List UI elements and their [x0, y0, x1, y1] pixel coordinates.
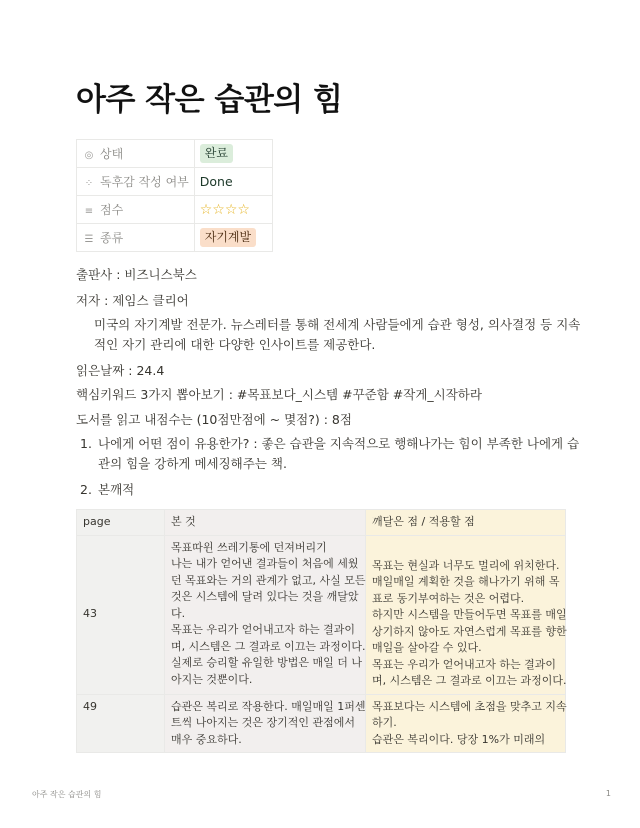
seen-line: 던 목표와는 거의 관계가 없고, 사실 모든 — [171, 573, 366, 587]
property-value-cell — [194, 224, 272, 252]
property-row — [77, 196, 273, 224]
table-row — [77, 694, 566, 753]
property-label-cell — [77, 196, 195, 224]
list-text-line-1: 나에게 어떤 점이 유용한가? : 좋은 습관을 지속적으로 행해나가는 힘이 부족한 나에게 습 — [98, 436, 580, 451]
keywords-line: 핵심키워드 3가지 뽑아보기 : #목표보다_시스템 #꾸준함 #작게_시작하라 — [76, 387, 482, 402]
seen-line: 것은 시스템에 달려 있다는 것을 깨달았 — [171, 590, 359, 603]
property-label-cell — [77, 140, 195, 168]
seen-line: 실제로 승리할 유일한 방법은 매일 더 나 — [171, 656, 362, 669]
list-number: 2. — [80, 482, 92, 497]
seen-line: 매우 중요하다. — [171, 732, 242, 746]
learned-line: 습관은 복리이다. 당장 1%가 미래의 — [372, 732, 546, 746]
seen-line: 아지는 것뿐이다. — [171, 672, 253, 686]
author-line: 저자 : 제임스 클리어 — [76, 293, 189, 308]
property-label-cell — [77, 168, 195, 196]
property-label: 종류 — [100, 231, 124, 245]
property-label: 독후감 작성 여부 — [100, 175, 189, 189]
learned-line: 목표는 우리가 얻어내고자 하는 결과이 — [372, 657, 557, 671]
property-value-cell — [194, 168, 272, 196]
learned-line: 목표는 현실과 너무도 멀리에 위치한다. — [372, 558, 560, 572]
learned-cell — [366, 535, 566, 694]
list-text: 본깨적 — [98, 482, 135, 497]
property-label: 상태 — [100, 147, 124, 161]
column-header-learned: 깨달은 점 / 적용할 점 — [366, 510, 566, 536]
property-value: 자기계발 — [200, 228, 256, 247]
learned-line: 며, 시스템은 그 결과로 이끄는 과정이다. — [372, 674, 567, 687]
status-icon: ◎ — [84, 150, 94, 161]
learned-cell — [366, 694, 566, 753]
learned-line: 하기. — [372, 716, 397, 729]
table-row — [77, 535, 566, 694]
list-text — [98, 434, 580, 474]
seen-line: 트씩 나아지는 것은 장기적인 관점에서 — [171, 716, 356, 729]
page-title: 아주 작은 습관의 힘 — [76, 82, 343, 118]
column-header-seen: 본 것 — [165, 510, 366, 536]
seen-cell — [165, 535, 366, 694]
column-header-page: page — [77, 510, 165, 536]
loading-icon: ⁘ — [84, 178, 94, 189]
learned-line: 상기하지 않아도 자연스럽게 목표를 향한 — [372, 624, 567, 638]
property-value: ☆☆☆☆ — [199, 201, 250, 218]
property-value: Done — [199, 174, 233, 189]
property-value-cell — [194, 140, 272, 168]
learned-line: 매일매일 계획한 것을 해나가기 위해 목 — [372, 575, 560, 588]
seen-line: 며, 시스템은 그 결과로 이끄는 과정이다. — [171, 639, 366, 653]
property-value-cell — [194, 196, 272, 224]
property-value: 완료 — [200, 144, 233, 163]
property-row — [77, 168, 273, 196]
author-description — [94, 315, 581, 355]
author-description-line-2: 적인 자기 관리에 대한 다양한 인사이트를 제공한다. — [94, 337, 376, 352]
property-label: 점수 — [100, 203, 124, 217]
list-number: 1. — [80, 436, 92, 451]
property-row — [77, 140, 273, 168]
properties-table — [76, 139, 273, 252]
seen-line: 목표는 우리가 얻어내고자 하는 결과이 — [171, 623, 356, 636]
publisher-line: 출판사 : 비즈니스북스 — [76, 267, 197, 282]
list-text-line-2: 관의 힘을 강하게 메세징해주는 책. — [98, 456, 287, 471]
author-description-line-1: 미국의 자기계발 전문가. 뉴스레터를 통해 전세계 사람들에게 습관 형성, 의사결정 등 지속 — [94, 317, 581, 332]
read-date-line: 읽은날짜 : 24.4 — [76, 363, 165, 378]
page-cell: 49 — [77, 694, 165, 753]
seen-line: 습관은 복리로 작용한다. 매일매일 1퍼센 — [171, 699, 366, 713]
text-lines-icon: ≡ — [84, 206, 94, 217]
learned-line: 하지만 시스템을 만들어두면 목표를 매일 — [372, 608, 567, 621]
seen-line: 나는 내가 얻어낸 결과들이 처음에 세웠 — [171, 557, 359, 570]
table-header-row — [77, 510, 566, 536]
reading-notes-table — [76, 509, 566, 753]
score-line: 도서를 읽고 내점수는 (10점만점에 ~ 몇점?) : 8점 — [76, 412, 352, 427]
list-icon: ☰ — [84, 234, 94, 245]
learned-line: 매일을 살아갈 수 있다. — [372, 641, 482, 654]
learned-line: 표로 동기부여하는 것은 어렵다. — [372, 591, 525, 605]
seen-line: 목표따윈 쓰레기통에 던져버리기 — [171, 540, 327, 554]
footer-page-number: 1 — [605, 789, 611, 798]
learned-line: 목표보다는 시스템에 초점을 맞추고 지속 — [372, 699, 567, 713]
page-cell: 43 — [77, 535, 165, 694]
seen-cell — [165, 694, 366, 753]
seen-line: 다. — [171, 606, 186, 620]
property-row — [77, 224, 273, 252]
property-label-cell — [77, 224, 195, 252]
footer-title: 아주 작은 습관의 힘 — [32, 790, 102, 799]
